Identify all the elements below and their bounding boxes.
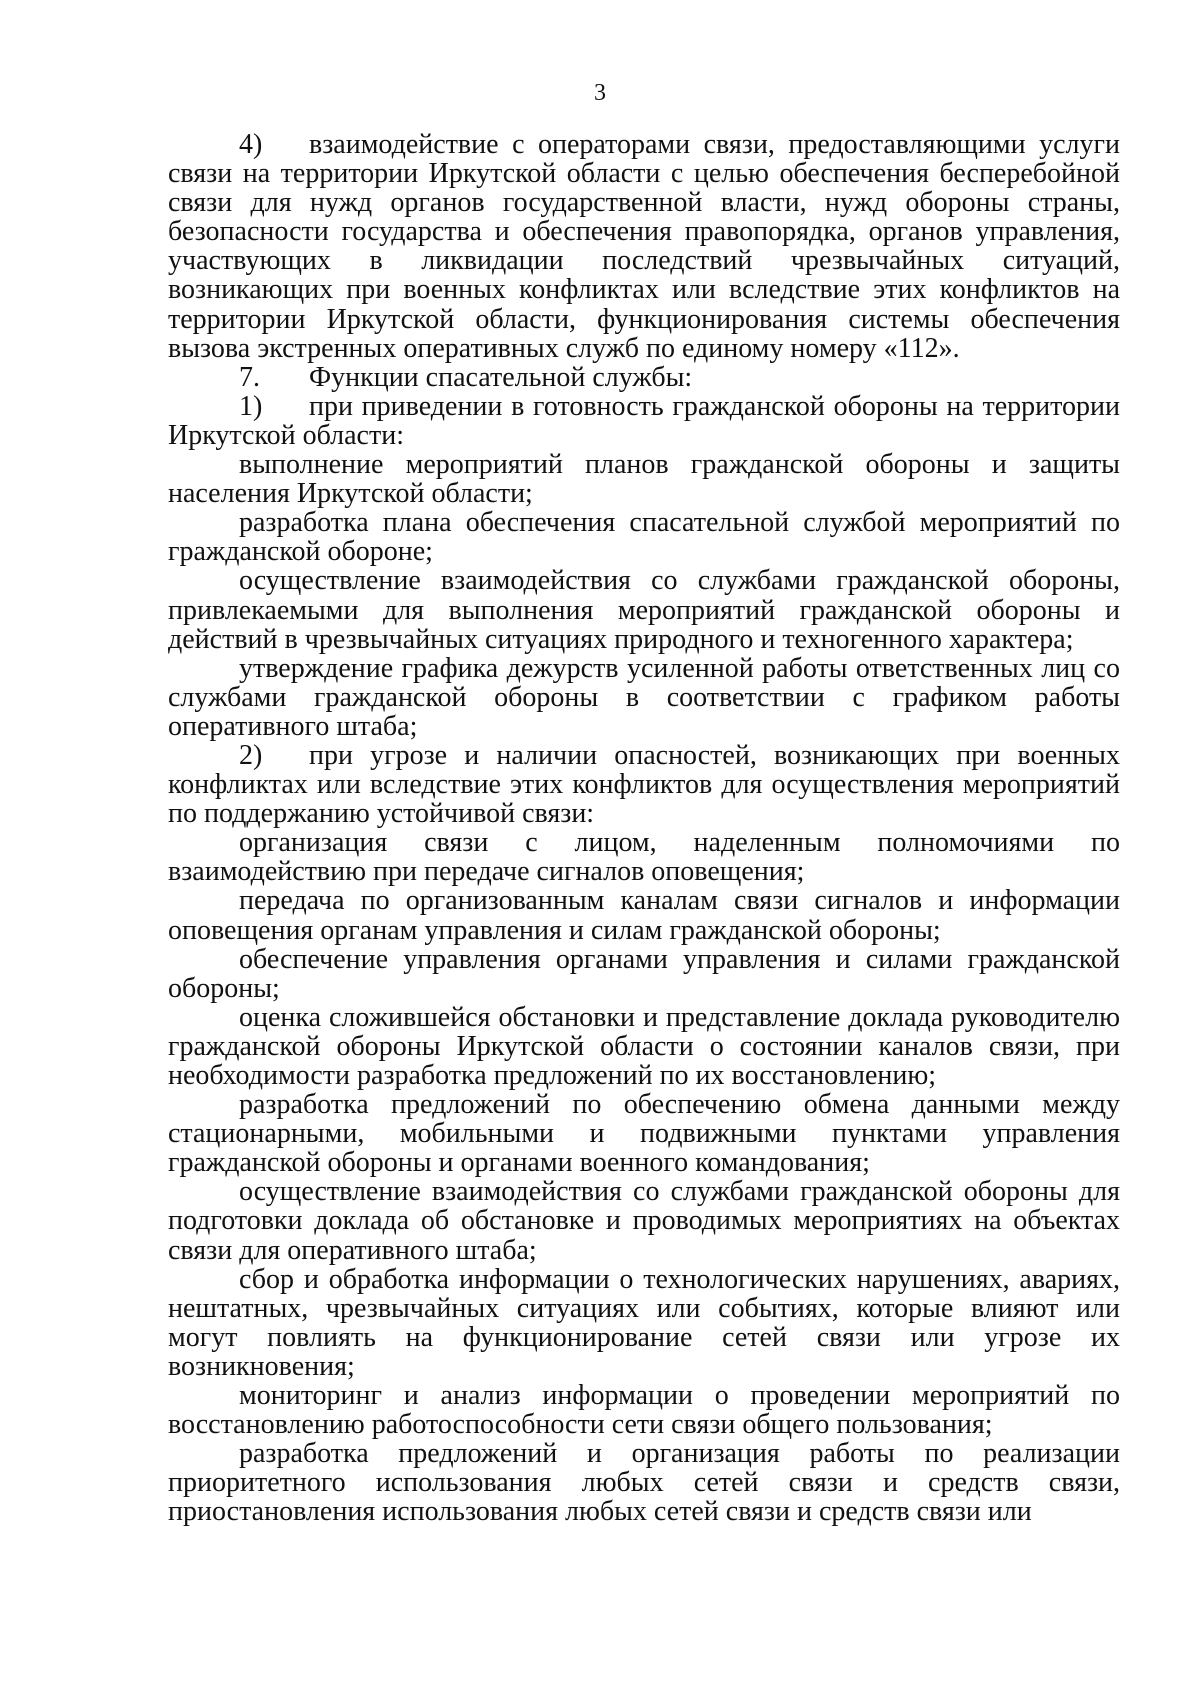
paragraph [168, 1439, 1120, 1526]
paragraph-text: при приведении в готовность гражданской обороны на территории Иркутской области: [168, 390, 1120, 451]
paragraph-text: организация связи с лицом, наделенным полномочиями по взаимодействию при передаче сигналов оповещения; [168, 827, 1120, 888]
paragraph [168, 1177, 1120, 1264]
paragraph [168, 886, 1120, 944]
paragraph [168, 1090, 1120, 1177]
paragraph-text: при угрозе и наличии опасностей, возникающих при военных конфликтах или вследствие этих конфликтов для осуществления мероприятий по поддержанию устойчивой связи: [168, 739, 1120, 830]
numbered-paragraph [168, 130, 1120, 363]
paragraph [168, 828, 1120, 886]
paragraph-text: осуществление взаимодействия со службами гражданской обороны, привлекаемыми для выполнения мероприятий гражданской обороны и действий в чрезвычайных ситуациях природного и техногенного характера; [168, 565, 1120, 655]
paragraph-text: оценка сложившейся обстановки и представление доклада руководителю гражданской обороны Иркутской области о состоянии каналов связи, при необходимости разработка предложений по их восстановлению; [168, 1001, 1120, 1091]
paragraph [168, 654, 1120, 741]
paragraph-text: сбор и обработка информации о технологических нарушениях, авариях, нештатных, чрезвычайных ситуациях или событиях, которые влияют или могут повлиять на функционирование сетей связи или угрозе их возникновения; [168, 1263, 1120, 1382]
paragraph-text: разработка предложений по обеспечению обмена данными между стационарными, мобильными и подвижными пунктами управления гражданской обороны и органами военного командования; [168, 1089, 1120, 1179]
paragraph [168, 566, 1120, 653]
page-number: 3 [594, 80, 606, 106]
paragraph [168, 945, 1120, 1003]
numbered-paragraph [168, 741, 1120, 828]
item-number: 1) [239, 390, 263, 422]
paragraph [168, 1381, 1120, 1439]
paragraph-text: Функции спасательной службы: [309, 361, 693, 393]
paragraph-text: разработка плана обеспечения спасательной службой мероприятий по гражданской обороне; [168, 507, 1120, 568]
paragraph-text: выполнение мероприятий планов гражданской обороны и защиты населения Иркутской области; [168, 449, 1120, 510]
paragraph-text: обеспечение управления органами управления и силами гражданской обороны; [168, 943, 1120, 1004]
document-body [168, 130, 1120, 1527]
paragraph [168, 450, 1120, 508]
paragraph [168, 1003, 1120, 1090]
paragraph-text: взаимодействие с операторами связи, предоставляющими услуги связи на территории Иркутской области с целью обеспечения бесперебойной связи для нужд органов государственной власти, нужд обороны страны, безопасности государства и обеспечения правопорядка, органов управления, участвующих в ликвидации последствий чрезвычайных ситуаций, возникающих при военных конфликтах или вследствие этих конфликтов на территории Иркутской области, функционирования системы обеспечения вызова экстренных оперативных служб по единому номеру «112». [168, 129, 1120, 364]
numbered-paragraph [168, 392, 1120, 450]
paragraph [168, 1265, 1120, 1381]
item-number: 2) [239, 739, 263, 771]
paragraph-text: мониторинг и анализ информации о проведении мероприятий по восстановлению работоспособности сети связи общего пользования; [168, 1380, 1120, 1441]
paragraph [168, 508, 1120, 566]
item-number: 4) [239, 129, 263, 160]
paragraph-text: осуществление взаимодействия со службами гражданской обороны для подготовки доклада об обстановке и проводимых мероприятиях на объектах связи для оперативного штаба; [168, 1176, 1120, 1266]
item-number: 7. [239, 361, 260, 393]
paragraph-text: утверждение графика дежурств усиленной работы ответственных лиц со службами гражданской обороны в соответствии с графиком работы оперативного штаба; [168, 652, 1120, 742]
paragraph-text: передача по организованным каналам связи сигналов и информации оповещения органам управления и силам гражданской обороны; [168, 885, 1120, 946]
numbered-paragraph [168, 363, 1120, 392]
paragraph-text: разработка предложений и организация работы по реализации приоритетного использования любых сетей связи и средств связи, приостановления использования любых сетей связи и средств связи или [168, 1438, 1120, 1528]
